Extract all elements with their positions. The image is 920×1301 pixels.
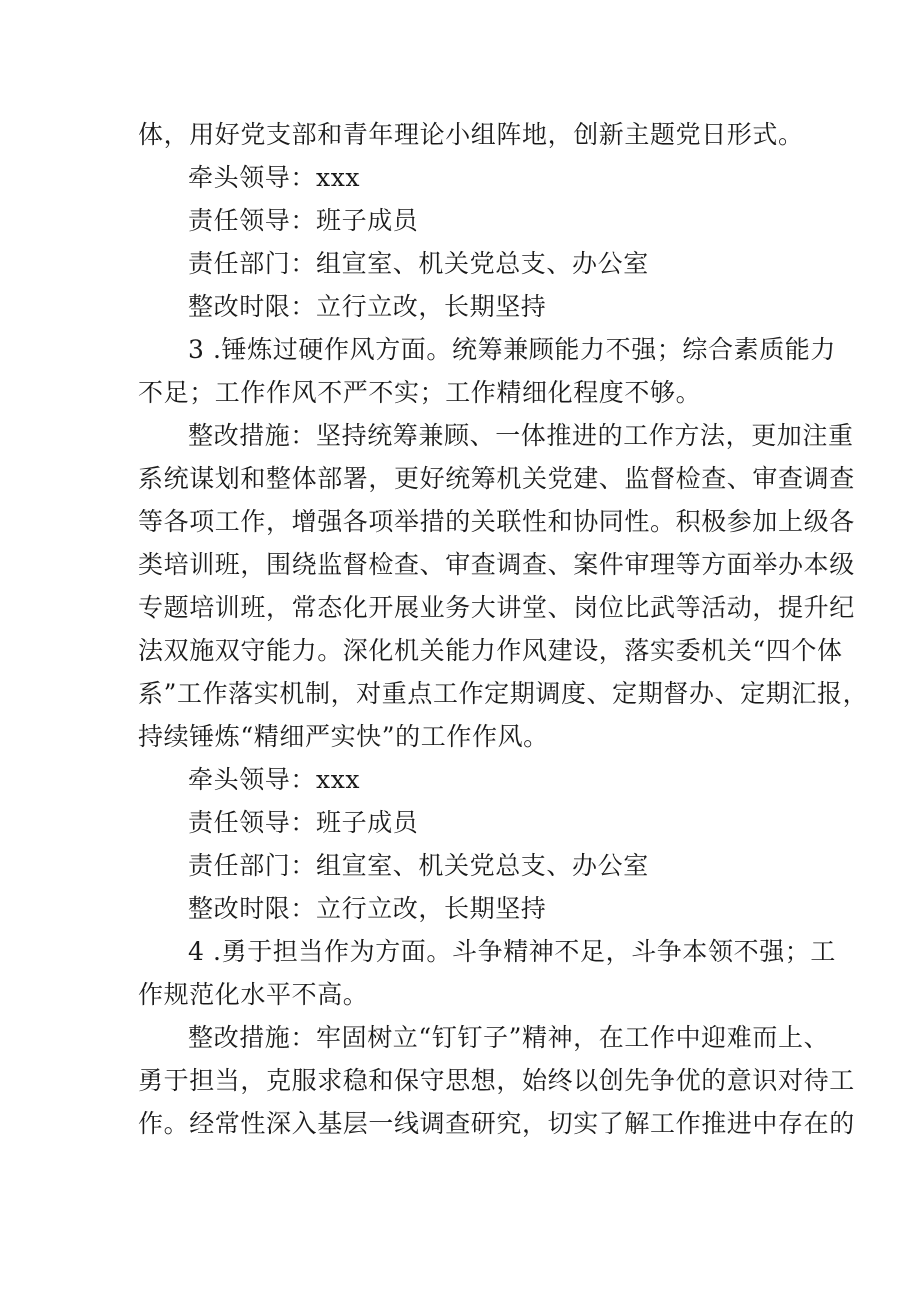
- responsible-department-line: 责任部门：组宣室、机关党总支、办公室: [188, 249, 649, 278]
- text-line: 法双施双守能力。深化机关能力作风建设，落实委机关“四个体: [138, 636, 843, 665]
- lead-leader-line: 牵头领导：xxx: [188, 163, 361, 192]
- text-line: 系”工作落实机制，对重点工作定期调度、定期督办、定期汇报，: [138, 679, 869, 708]
- section-heading-4: 4 .勇于担当作为方面。斗争精神不足，斗争本领不强；工: [188, 937, 837, 966]
- text-line: 不足；工作作风不严不实；工作精细化程度不够。: [138, 378, 702, 407]
- text-line: 等各项工作，增强各项举措的关联性和协同性。积极参加上级各: [138, 507, 855, 536]
- measures-paragraph-start: 整改措施：牢固树立“钉钉子”精神，在工作中迎难而上、: [188, 1023, 830, 1052]
- responsible-leader-line: 责任领导：班子成员: [188, 808, 419, 837]
- lead-leader-line: 牵头领导：xxx: [188, 765, 361, 794]
- deadline-line: 整改时限：立行立改，长期坚持: [188, 894, 547, 923]
- deadline-line: 整改时限：立行立改，长期坚持: [188, 292, 547, 321]
- text-line: 勇于担当，克服求稳和保守思想，始终以创先争优的意识对待工: [138, 1066, 855, 1095]
- text-line: 体，用好党支部和青年理论小组阵地，创新主题党日形式。: [138, 120, 804, 149]
- text-line: 作规范化水平不高。: [138, 980, 369, 1009]
- text-line: 系统谋划和整体部署，更好统筹机关党建、监督检查、审查调查: [138, 464, 855, 493]
- text-line: 专题培训班，常态化开展业务大讲堂、岗位比武等活动，提升纪: [138, 593, 855, 622]
- text-line: 类培训班，围绕监督检查、审查调查、案件审理等方面举办本级: [138, 550, 855, 579]
- measures-paragraph-start: 整改措施：坚持统筹兼顾、一体推进的工作方法，更加注重: [188, 421, 854, 450]
- text-line: 持续锤炼“精细严实快”的工作作风。: [138, 722, 549, 751]
- responsible-leader-line: 责任领导：班子成员: [188, 206, 419, 235]
- responsible-department-line: 责任部门：组宣室、机关党总支、办公室: [188, 851, 649, 880]
- section-heading-3: 3 .锤炼过硬作风方面。统筹兼顾能力不强；综合素质能力: [188, 335, 837, 364]
- text-line: 作。经常性深入基层一线调查研究，切实了解工作推进中存在的: [138, 1109, 855, 1138]
